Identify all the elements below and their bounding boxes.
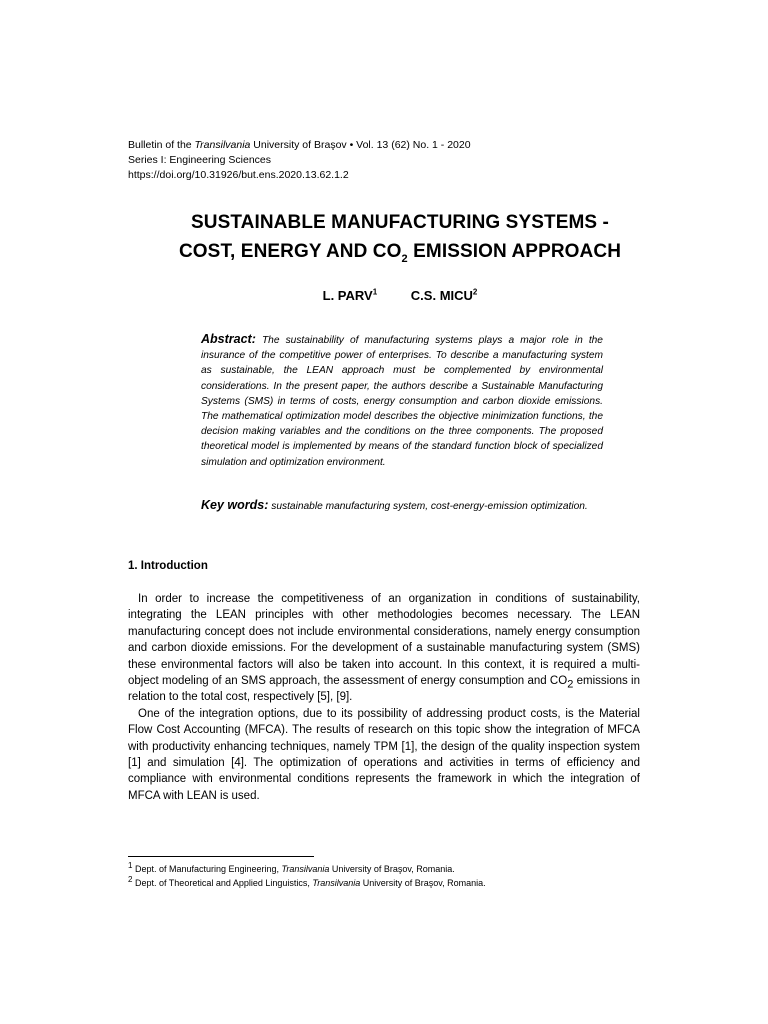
keywords-label: Key words: (201, 498, 269, 512)
body-text (128, 591, 640, 804)
paragraph-1: In order to increase the competitiveness of an organization in conditions of sustainability, integrating the LEAN principles with other methodologies becomes necessary. The LEAN manufacturing concept does not include environmental considerations, namely energy consumption and carbon dioxide emissions. For the development of a sustainable manufacturing system (SMS) these environmental factors will also be taken into account. In this context, it is required a multi-object modeling of an SMS approach, the assessment of energy consumption and $CO_2$ emissions in relation to the total cost, respectively [5], [9]. (128, 593, 640, 704)
author-list (100, 288, 700, 303)
author-2-affiliation-mark: 2 (472, 287, 478, 297)
title-line-2: COST, ENERGY AND $CO_2$ EMISSION APPROACH (178, 241, 622, 265)
section-heading: 1. Introduction (128, 560, 208, 572)
paragraph-2: One of the integration options, due to its possibility of addressing product costs, is the Material Flow Cost Accounting (MFCA). The results of research on this topic show the integration of MFCA with productivity enhancing techniques, namely TPM [1], the design of the quality inspection system [1] and simulation [4]. The optimization of operations and activities in terms of efficiency and compliance with environmental conditions represents the framework in which the integration of MFCA with LEAN is used. (128, 707, 640, 802)
footnotes (128, 863, 648, 890)
abstract-label: Abstract: (201, 332, 256, 346)
journal-series: Series I: Engineering Sciences (128, 154, 271, 166)
keywords (201, 498, 603, 514)
author-2: C.S. MICU$^2$ (410, 287, 478, 303)
abstract-text: The sustainability of manufacturing systems plays a major role in the insurance of the competitive power of enterprises. To describe a manufacturing system as sustainable, the LEAN approach must be complemented by environmental considerations. In the present paper, the authors describe a Sustainable Manufacturing Systems (SMS) in terms of costs, energy consumption and carbon dioxide emissions. The mathematical optimization model describes the objective minimization functions, the decision making variables and the conditions on the three components. The proposed theoretical model is implemented by means of the standard function block of specialized simulation and optimization environment. (201, 335, 603, 468)
title-line-1: SUSTAINABLE MANUFACTURING SYSTEMS - (191, 212, 609, 233)
author-1: L. PARV$^1$ (322, 287, 378, 303)
abstract (201, 332, 603, 470)
footnote-1: $^1$ Dept. of Manufacturing Engineering, Transilvania University of Braşov, Romania. (128, 861, 455, 874)
journal-header (128, 138, 648, 183)
journal-line-1: Bulletin of the Transilvania University of Braşov • Vol. 13 (62) No. 1 - 2020 (128, 139, 471, 151)
author-1-affiliation-mark: 1 (372, 287, 378, 297)
footnote-divider (128, 856, 314, 857)
journal-doi: https://doi.org/10.31926/but.ens.2020.13.62.1.2 (128, 169, 349, 181)
paper-title (100, 208, 700, 266)
footnote-2: $^2$ Dept. of Theoretical and Applied Linguistics, Transilvania University of Braşov, Romania. (128, 874, 486, 888)
journal-university-italic: Transilvania (194, 139, 251, 151)
keywords-text: sustainable manufacturing system, cost-energy-emission optimization. (271, 501, 588, 512)
